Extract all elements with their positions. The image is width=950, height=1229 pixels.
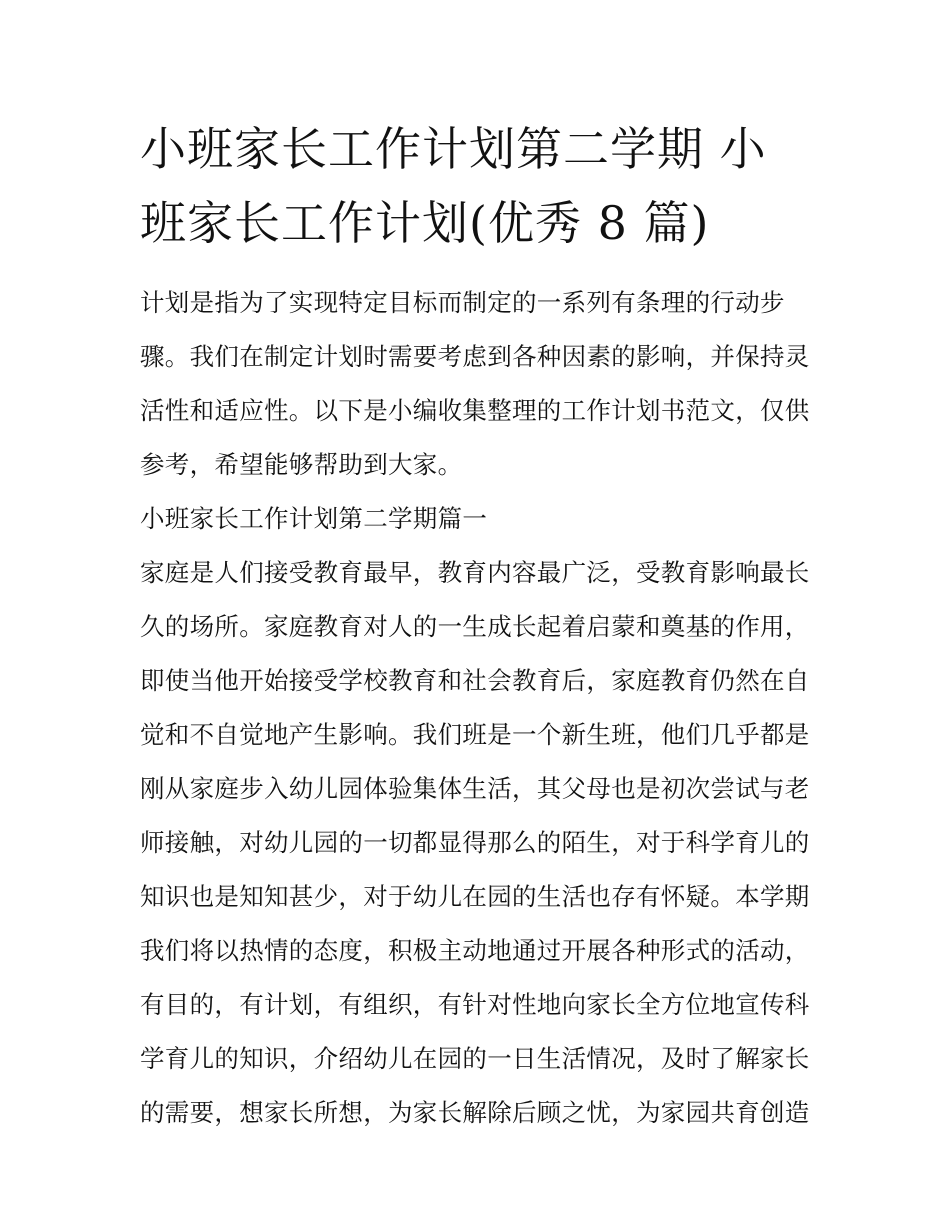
body-line: 师接触，对幼儿园的一切都显得那么的陌生，对于科学育儿的 (140, 828, 810, 857)
document-body (140, 276, 812, 1140)
body-line: 家庭是人们接受教育最早，教育内容最广泛，受教育影响最长 (140, 558, 810, 587)
body-line: 即使当他开始接受学校教育和社会教育后，家庭教育仍然在自 (140, 666, 810, 695)
body-line: 学育儿的知识，介绍幼儿在园的一日生活情况，及时了解家长 (140, 1044, 810, 1073)
document-title (140, 112, 820, 260)
title-line-1: 小班家长工作计划第二学期 小 (140, 122, 767, 176)
intro-line: 参考，希望能够帮助到大家。 (140, 450, 463, 479)
intro-line: 活性和适应性。以下是小编收集整理的工作计划书范文，仅供 (140, 396, 810, 425)
body-line: 久的场所。家庭教育对人的一生成长起着启蒙和奠基的作用， (140, 612, 810, 641)
intro-line: 骤。我们在制定计划时需要考虑到各种因素的影响，并保持灵 (140, 342, 810, 371)
body-line: 我们将以热情的态度，积极主动地通过开展各种形式的活动， (140, 936, 810, 965)
body-line: 知识也是知知甚少，对于幼儿在园的生活也存有怀疑。本学期 (140, 882, 810, 911)
body-line: 有目的，有计划，有组织，有针对性地向家长全方位地宣传科 (140, 990, 810, 1019)
body-line: 觉和不自觉地产生影响。我们班是一个新生班，他们几乎都是 (140, 720, 810, 749)
section-heading: 小班家长工作计划第二学期篇一 (140, 504, 488, 533)
intro-line: 计划是指为了实现特定目标而制定的一系列有条理的行动步 (140, 288, 785, 317)
body-line: 的需要，想家长所想，为家长解除后顾之忧，为家园共育创造 (140, 1098, 810, 1127)
body-line: 刚从家庭步入幼儿园体验集体生活，其父母也是初次尝试与老 (140, 774, 810, 803)
title-line-2: 班家长工作计划(优秀 8 篇) (140, 196, 710, 250)
